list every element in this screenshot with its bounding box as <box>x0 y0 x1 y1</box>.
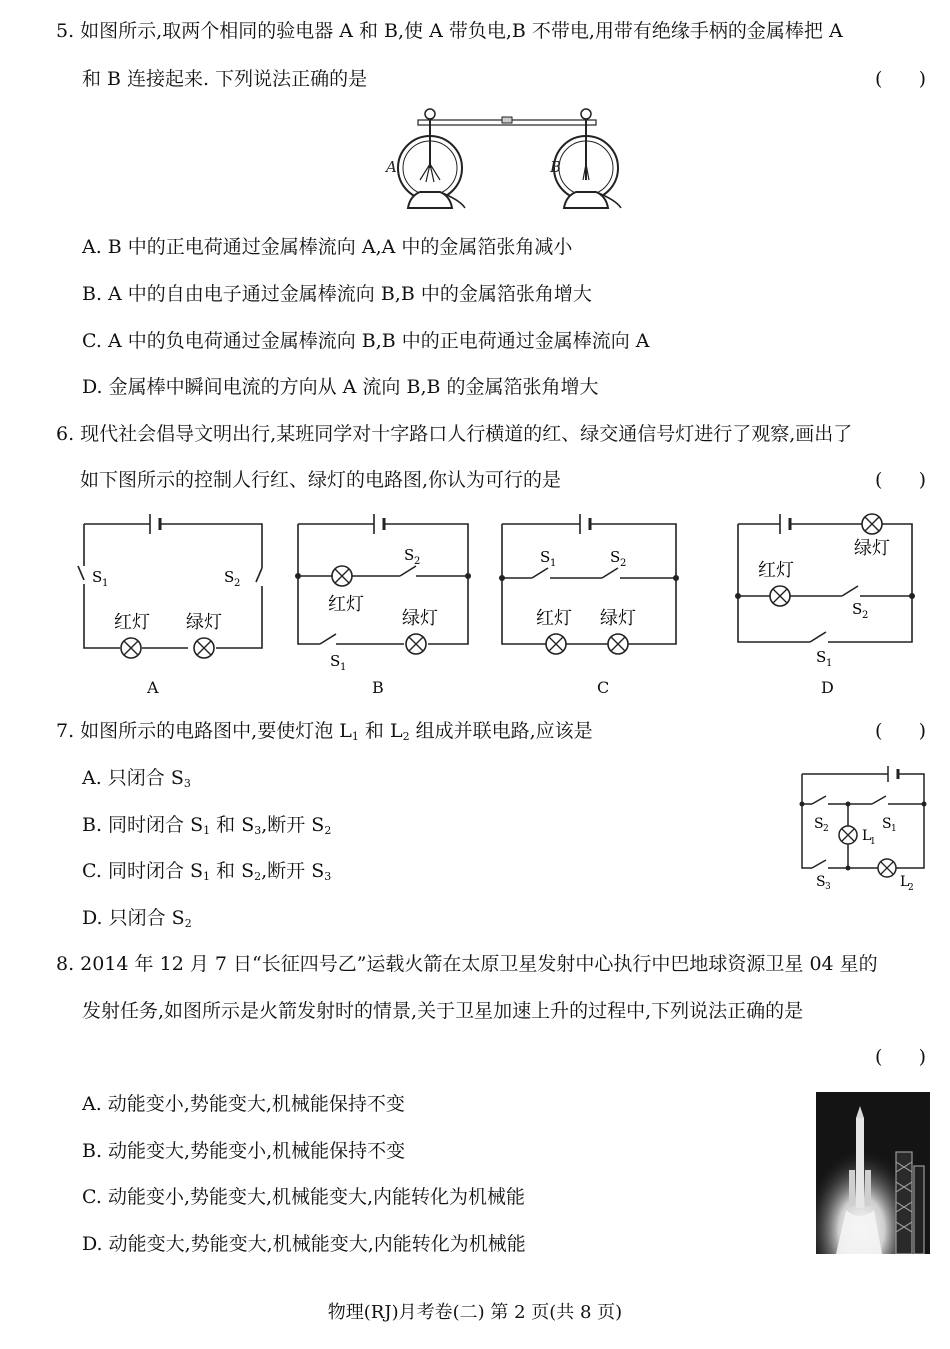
circuit-q7 <box>796 764 936 896</box>
q5-option-d: D. 金属棒中瞬间电流的方向从 A 流向 B,B 的金属箔张角增大 <box>82 376 599 398</box>
rocket-launch-photo <box>816 1092 930 1254</box>
q8-answer-paren: ( ) <box>874 1046 926 1068</box>
q5-option-c: C. A 中的负电荷通过金属棒流向 B,B 中的正电荷通过金属棒流向 A <box>82 330 650 352</box>
q6-answer-paren: ( ) <box>874 469 926 491</box>
green-lamp-label: 绿灯 <box>186 612 222 633</box>
switch-s2-sub: 2 <box>414 556 421 567</box>
switch-s2-label: S <box>852 600 863 618</box>
switch-s2-label: S <box>404 546 415 564</box>
green-lamp-icon <box>862 514 882 534</box>
q6-stem-line2: 如下图所示的控制人行红、绿灯的电路图,你认为可行的是 <box>80 469 562 491</box>
red-lamp-label: 红灯 <box>328 594 364 615</box>
lamp-l1-label: L <box>862 828 872 844</box>
q8-option-d: D. 动能变大,势能变大,机械能变大,内能转化为机械能 <box>82 1233 526 1255</box>
lamp-l1-icon <box>839 826 857 844</box>
switch-s1-sub: 1 <box>826 658 833 669</box>
q5-stem-line1: 5. 如图所示,取两个相同的验电器 A 和 B,使 A 带负电,B 不带电,用带有绝缘手柄的金属棒把 A <box>56 20 843 42</box>
q7-option-c: C. 同时闭合 $S_1$ 和 $S_2$,断开 $S_3$ <box>82 860 332 883</box>
electroscope-figure <box>380 108 630 212</box>
lamp-l2-icon <box>878 859 896 877</box>
switch-s2-label: S <box>814 816 824 832</box>
lamp-l2-sub: 2 <box>908 883 914 893</box>
switch-s2-label: S <box>610 548 621 566</box>
q5-option-a: A. B 中的正电荷通过金属棒流向 A,A 中的金属箔张角减小 <box>82 236 573 258</box>
q7-answer-paren: ( ) <box>874 720 926 742</box>
switch-s1-label: S <box>330 652 341 670</box>
red-lamp-icon <box>770 586 790 606</box>
red-lamp-icon <box>546 634 566 654</box>
switch-s1-sub: 1 <box>340 662 347 670</box>
q7-option-d: D. 只闭合 $S_2$ <box>82 907 192 930</box>
green-lamp-label: 绿灯 <box>402 608 438 629</box>
switch-s3-sub: 3 <box>825 882 831 892</box>
switch-s1-sub: 1 <box>550 558 557 569</box>
q8-stem-line1: 8. 2014 年 12 月 7 日“长征四号乙”运载火箭在太原卫星发射中心执行中巴地球资源卫星 04 星的 <box>56 953 878 975</box>
electroscope-b-label: B <box>550 158 562 176</box>
circuit-d <box>730 510 920 670</box>
q7-stem: 7. 如图所示的电路图中,要使灯泡 $L_1$ 和 $L_2$ 组成并联电路,应该是 <box>56 720 593 743</box>
switch-s2-sub: 2 <box>823 824 829 834</box>
q7-option-a: A. 只闭合 $S_3$ <box>82 767 191 790</box>
red-lamp-label: 红灯 <box>114 612 150 633</box>
circuit-a-caption: A <box>147 678 159 697</box>
green-lamp-icon <box>194 638 214 658</box>
green-lamp-icon <box>608 634 628 654</box>
green-lamp-icon <box>406 634 426 654</box>
switch-s1-label: S <box>882 816 892 832</box>
green-lamp-label: 绿灯 <box>600 608 636 629</box>
red-lamp-label: 红灯 <box>758 560 794 581</box>
lamp-l2-label: L <box>900 874 910 890</box>
switch-s2-sub: 2 <box>234 578 241 589</box>
circuit-c <box>496 510 686 660</box>
switch-s2-label: S <box>224 568 235 586</box>
green-lamp-label: 绿灯 <box>854 538 890 559</box>
q5-answer-paren: ( ) <box>874 68 926 90</box>
switch-s1-sub: 1 <box>102 578 109 589</box>
red-lamp-icon <box>332 566 352 586</box>
switch-s1-label: S <box>816 648 827 666</box>
switch-s1-sub: 1 <box>891 824 897 834</box>
circuit-b <box>292 510 476 670</box>
electroscope-a-label: A <box>386 158 397 176</box>
switch-s1-label: S <box>540 548 551 566</box>
red-lamp-label: 红灯 <box>536 608 572 629</box>
switch-s3-label: S <box>816 874 826 890</box>
circuit-d-caption: D <box>821 678 834 697</box>
circuit-c-caption: C <box>597 678 610 697</box>
q8-option-a: A. 动能变小,势能变大,机械能保持不变 <box>82 1093 405 1115</box>
circuit-b-caption: B <box>372 678 384 697</box>
switch-s2-sub: 2 <box>620 558 627 569</box>
q5-stem-line2: 和 B 连接起来. 下列说法正确的是 <box>82 68 368 90</box>
page-footer: 物理(RJ)月考卷(二) 第 2 页(共 8 页) <box>327 1302 623 1323</box>
q8-stem-line2: 发射任务,如图所示是火箭发射时的情景,关于卫星加速上升的过程中,下列说法正确的是 <box>82 1000 804 1022</box>
lamp-l1-sub: 1 <box>870 837 876 847</box>
q8-option-b: B. 动能变大,势能变小,机械能保持不变 <box>82 1140 406 1162</box>
switch-s1-label: S <box>92 568 103 586</box>
switch-s2-sub: 2 <box>862 610 869 621</box>
red-lamp-icon <box>121 638 141 658</box>
q7-option-b: B. 同时闭合 $S_1$ 和 $S_3$,断开 $S_2$ <box>82 814 332 837</box>
q5-option-b: B. A 中的自由电子通过金属棒流向 B,B 中的金属箔张角增大 <box>82 283 592 305</box>
q6-stem-line1: 6. 现代社会倡导文明出行,某班同学对十字路口人行横道的红、绿交通信号灯进行了观察,画出了 <box>56 423 853 445</box>
q8-option-c: C. 动能变小,势能变大,机械能变大,内能转化为机械能 <box>82 1186 526 1208</box>
circuit-a <box>76 510 272 660</box>
